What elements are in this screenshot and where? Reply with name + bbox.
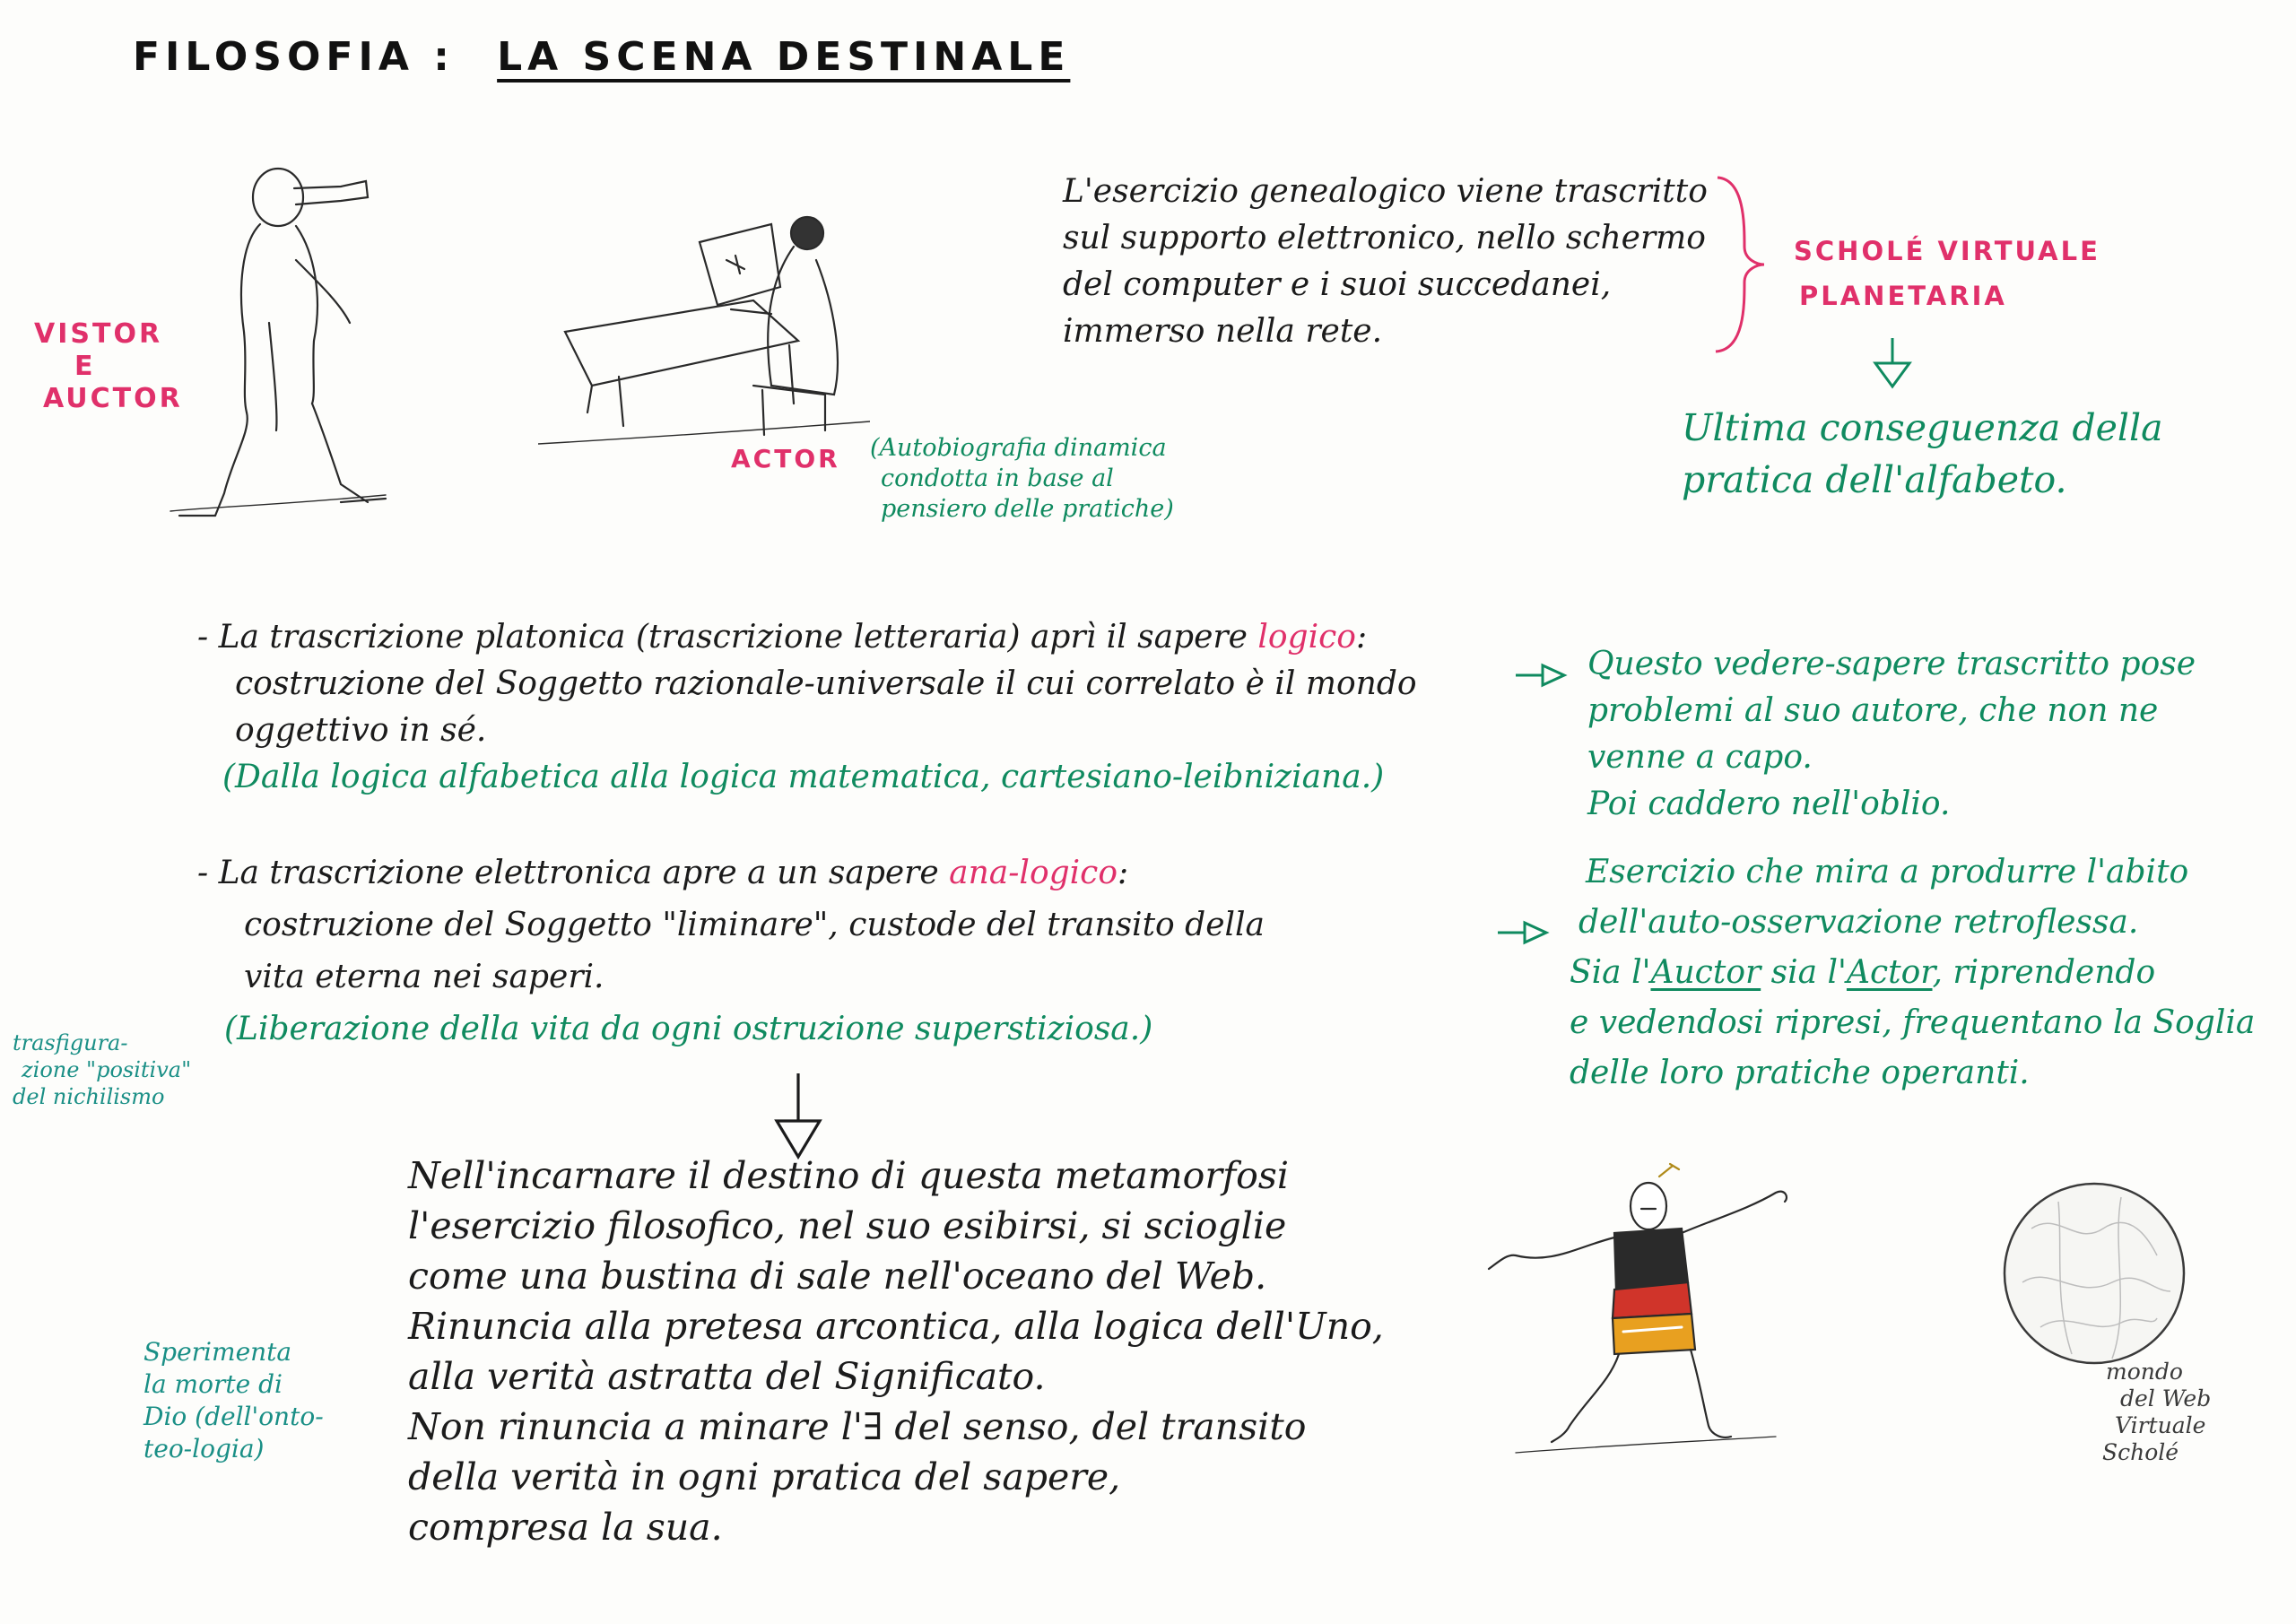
genealogy-text xyxy=(1063,169,1708,355)
keyword-analogico: ana-logico xyxy=(949,855,1118,891)
right-note-1 xyxy=(1587,641,2196,828)
actor-note-line: pensiero delle pratiche) xyxy=(881,495,1174,523)
globe-label-line: Virtuale xyxy=(2115,1412,2206,1438)
para1-line: oggettivo in sé. xyxy=(235,712,487,749)
para2-line: costruzione del Soggetto "liminare", custode del transito della xyxy=(244,907,1265,943)
note2-line: dell'auto-osservazione retroflessa. xyxy=(1578,904,2139,941)
note2-line: Esercizio che mira a produrre l'abito xyxy=(1586,854,2189,890)
globe-label-line: mondo xyxy=(2106,1359,2183,1385)
globe-label-line: del Web xyxy=(2120,1385,2212,1411)
actor-note-line: condotta in base al xyxy=(881,465,1114,492)
note2-line: delle loro pratiche operanti. xyxy=(1570,1055,2030,1091)
right-note-2 xyxy=(1570,847,2256,1099)
schole-label xyxy=(1794,229,2100,318)
death-of-god-note xyxy=(144,1336,324,1465)
para1-first-line xyxy=(197,614,1417,661)
schole-line: PLANETARIA xyxy=(1799,281,2007,311)
globe-label-line: Scholé xyxy=(2102,1439,2179,1465)
note2-seg: , riprendendo xyxy=(1932,954,2156,991)
para2-colon: : xyxy=(1118,855,1129,891)
left-note-line: la morte di xyxy=(144,1369,283,1399)
para2-green-note: (Liberazione della vita da ogni ostruzione superstiziosa.) xyxy=(224,1011,1153,1047)
text-line: sul supporto elettronico, nello schermo xyxy=(1063,220,1706,256)
bottom-line: della verità in ogni pratica del sapere, xyxy=(408,1455,1121,1498)
down-arrow-icon xyxy=(771,1072,825,1161)
nihilism-side-note xyxy=(13,1029,191,1110)
note2-line: e vedendosi ripresi, frequentano la Soglia xyxy=(1570,1004,2256,1041)
bottom-line: compresa la sua. xyxy=(408,1506,723,1549)
down-arrow-icon xyxy=(1870,336,1915,390)
dancing-figure-sketch xyxy=(1480,1157,1794,1462)
note1-line: Questo vedere-sapere trascritto pose xyxy=(1587,646,2196,682)
woman-at-piano-sketch xyxy=(538,206,870,448)
paragraph-electronic xyxy=(197,847,1265,1055)
bottom-line: alla verità astratta del Significato. xyxy=(408,1355,1046,1398)
schole-line: SCHOLÉ VIRTUALE xyxy=(1794,236,2100,266)
para2-text: - La trascrizione elettronica apre a un sapere xyxy=(197,855,950,891)
note1-line: venne a capo. xyxy=(1587,739,1813,776)
consequence-line: pratica dell'alfabeto. xyxy=(1682,458,2067,501)
note2-seg: sia l' xyxy=(1761,954,1847,991)
text-line: L'esercizio genealogico viene trascritto xyxy=(1063,173,1708,210)
para2-line: vita eterna nei saperi. xyxy=(244,959,604,995)
note2-actor: Actor xyxy=(1846,954,1933,991)
note1-line: Poi caddero nell'oblio. xyxy=(1587,786,1951,822)
actor-note-line: (Autobiografia dinamica xyxy=(870,434,1167,462)
right-arrow-icon xyxy=(1496,919,1550,946)
page-title xyxy=(133,34,1070,80)
side-note-line: trasfigura- xyxy=(13,1030,128,1055)
label-vistor: VISTOR xyxy=(34,318,163,350)
bottom-line: come una bustina di sale nell'oceano del Web. xyxy=(408,1255,1267,1298)
side-note-line: zione "positiva" xyxy=(22,1057,192,1082)
left-note-line: Sperimenta xyxy=(144,1337,292,1367)
consequence-line: Ultima conseguenza della xyxy=(1682,406,2163,449)
label-e: E xyxy=(74,351,96,382)
para1-line: costruzione del Soggetto razionale-universale il cui correlato è il mondo xyxy=(235,665,1417,702)
text-line: del computer e i suoi succedanei, xyxy=(1063,266,1612,303)
para1-text: - La trascrizione platonica (trascrizione letteraria) aprì il sapere xyxy=(197,619,1258,656)
para1-green-note: (Dalla logica alfabetica alla logica matematica, cartesiano-leibniziana.) xyxy=(222,759,1385,795)
note2-auctor-actor-line xyxy=(1570,948,2255,998)
consequence-text xyxy=(1682,402,2163,506)
title-prefix: FILOSOFIA : xyxy=(133,34,455,80)
vistor-auctor-label xyxy=(34,318,183,415)
keyword-logico: logico xyxy=(1257,619,1356,656)
bottom-line: Rinuncia alla pretesa arcontica, alla logica dell'Uno, xyxy=(408,1305,1384,1348)
globe-icon xyxy=(1996,1175,2193,1372)
bottom-line: Nell'incarnare il destino di questa metamorfosi xyxy=(408,1154,1289,1197)
text-line: immerso nella rete. xyxy=(1063,313,1383,350)
label-auctor: AUCTOR xyxy=(43,383,183,414)
left-note-line: Dio (dell'onto- xyxy=(144,1402,324,1431)
bottom-main-text xyxy=(408,1151,1384,1552)
side-note-line: del nichilismo xyxy=(13,1084,165,1109)
left-note-line: teo-logia) xyxy=(144,1434,265,1463)
actor-label: ACTOR xyxy=(731,444,840,473)
para1-colon: : xyxy=(1355,619,1368,656)
title-main: LA SCENA DESTINALE xyxy=(497,34,1071,80)
paragraph-platonic xyxy=(197,614,1417,801)
brace-icon xyxy=(1709,170,1771,359)
right-arrow-icon xyxy=(1514,662,1568,689)
globe-label xyxy=(2102,1359,2212,1466)
para2-first-line xyxy=(197,847,1265,899)
note1-line: problemi al suo autore, che non ne xyxy=(1587,692,2159,729)
actor-note xyxy=(870,433,1174,525)
filming-man-sketch xyxy=(161,161,395,520)
note2-seg: Sia l' xyxy=(1570,954,1651,991)
bottom-line: l'esercizio filosofico, nel suo esibirsi, si scioglie xyxy=(408,1204,1287,1247)
note2-auctor: Auctor xyxy=(1650,954,1761,991)
bottom-line: Non rinuncia a minare l'∃ del senso, del transito xyxy=(408,1405,1307,1448)
